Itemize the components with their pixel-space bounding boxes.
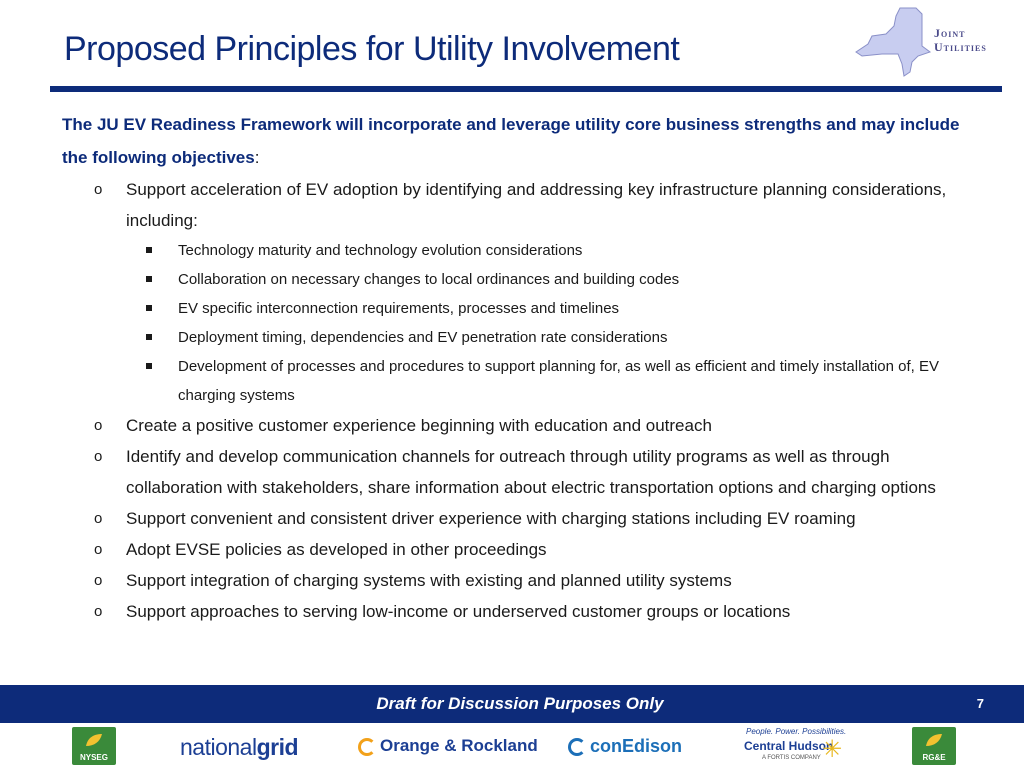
sub-list-item [62,265,972,294]
page-title: Proposed Principles for Utility Involvement [64,30,680,68]
ced-swoosh-icon [568,738,586,756]
conedison-logo [568,736,682,757]
list-item-text: Support approaches to serving low-income or underserved customer groups or locations [126,602,791,621]
nyseg-label: NYSEG [79,753,108,762]
orr-swoosh-icon [358,738,376,756]
circle-bullet-icon: o [94,572,103,589]
list-item-text: Identify and develop communication channels for outreach through utility programs as well as through collaboration with stakeholders, share information about electric transportation options and charging options [126,447,936,497]
square-bullet-icon [146,363,152,369]
intro-paragraph [62,108,972,174]
leaf-icon [84,732,104,748]
list-item-text: Adopt EVSE policies as developed in other proceedings [126,540,547,559]
sub-list-item-text: EV specific interconnection requirements, processes and timelines [178,300,620,317]
sub-list-item-text: Collaboration on necessary changes to local ordinances and building codes [178,271,680,288]
utility-logos-strip [0,723,1024,768]
square-bullet-icon [146,334,152,340]
sub-list-item-text: Deployment timing, dependencies and EV penetration rate considerations [178,329,668,346]
sub-list-item [62,352,972,410]
ced-label: conEdison [590,736,683,756]
intro-text: The JU EV Readiness Framework will incorporate and leverage utility core business strengths and may include the following objectives [62,115,960,167]
circle-bullet-icon: o [94,448,103,465]
ng-text-b: grid [256,734,299,760]
nyseg-logo [72,727,116,765]
list-item-text: Create a positive customer experience beginning with education and outreach [126,416,712,435]
list-item [62,565,972,596]
list-item-text: Support convenient and consistent driver experience with charging stations including EV roaming [126,509,856,528]
list-item [62,410,972,441]
circle-bullet-icon: o [94,181,103,198]
circle-bullet-icon: o [94,541,103,558]
orange-rockland-logo [358,736,538,756]
title-divider [50,86,1002,92]
rge-label: RG&E [922,753,946,762]
list-item-text: Support acceleration of EV adoption by identifying and addressing key infrastructure planning considerations, including: [126,180,947,230]
circle-bullet-icon: o [94,417,103,434]
sub-list-item-text: Development of processes and procedures to support planning for, as well as efficient and timely installation of, EV charging systems [178,358,939,404]
list-item [62,441,972,503]
list-item [62,534,972,565]
footer-bar [0,685,1024,723]
leaf-icon [924,732,944,748]
rge-logo [912,727,956,765]
list-item-text: Support integration of charging systems with existing and planned utility systems [126,571,732,590]
logo-text-joint: Joint [934,26,966,40]
intro-colon: : [254,148,260,167]
slide-body [62,108,972,627]
central-hudson-logo [742,727,852,765]
square-bullet-icon [146,276,152,282]
national-grid-logo [180,734,298,761]
list-item [62,174,972,236]
square-bullet-icon [146,247,152,253]
circle-bullet-icon: o [94,510,103,527]
ch-name: Central Hudson [744,739,834,753]
footer-draft-notice: Draft for Discussion Purposes Only [376,694,664,713]
ch-tagline: People. Power. Possibilities. [746,727,847,736]
logo-text-utilities: Utilities [934,40,987,54]
orr-label: Orange & Rockland [380,736,538,755]
ng-text-a: national [180,734,257,760]
sub-list-item [62,294,972,323]
sub-list-item [62,323,972,352]
square-bullet-icon [146,305,152,311]
new-york-state-icon [852,6,932,80]
starburst-icon: ✳ [822,736,843,763]
sub-list-item-text: Technology maturity and technology evolution considerations [178,242,583,259]
circle-bullet-icon: o [94,603,103,620]
page-number: 7 [976,696,984,711]
ch-sub: A FORTIS COMPANY [762,755,821,761]
joint-utilities-logo [852,6,1002,80]
list-item [62,503,972,534]
list-item [62,596,972,627]
sub-list-item [62,236,972,265]
